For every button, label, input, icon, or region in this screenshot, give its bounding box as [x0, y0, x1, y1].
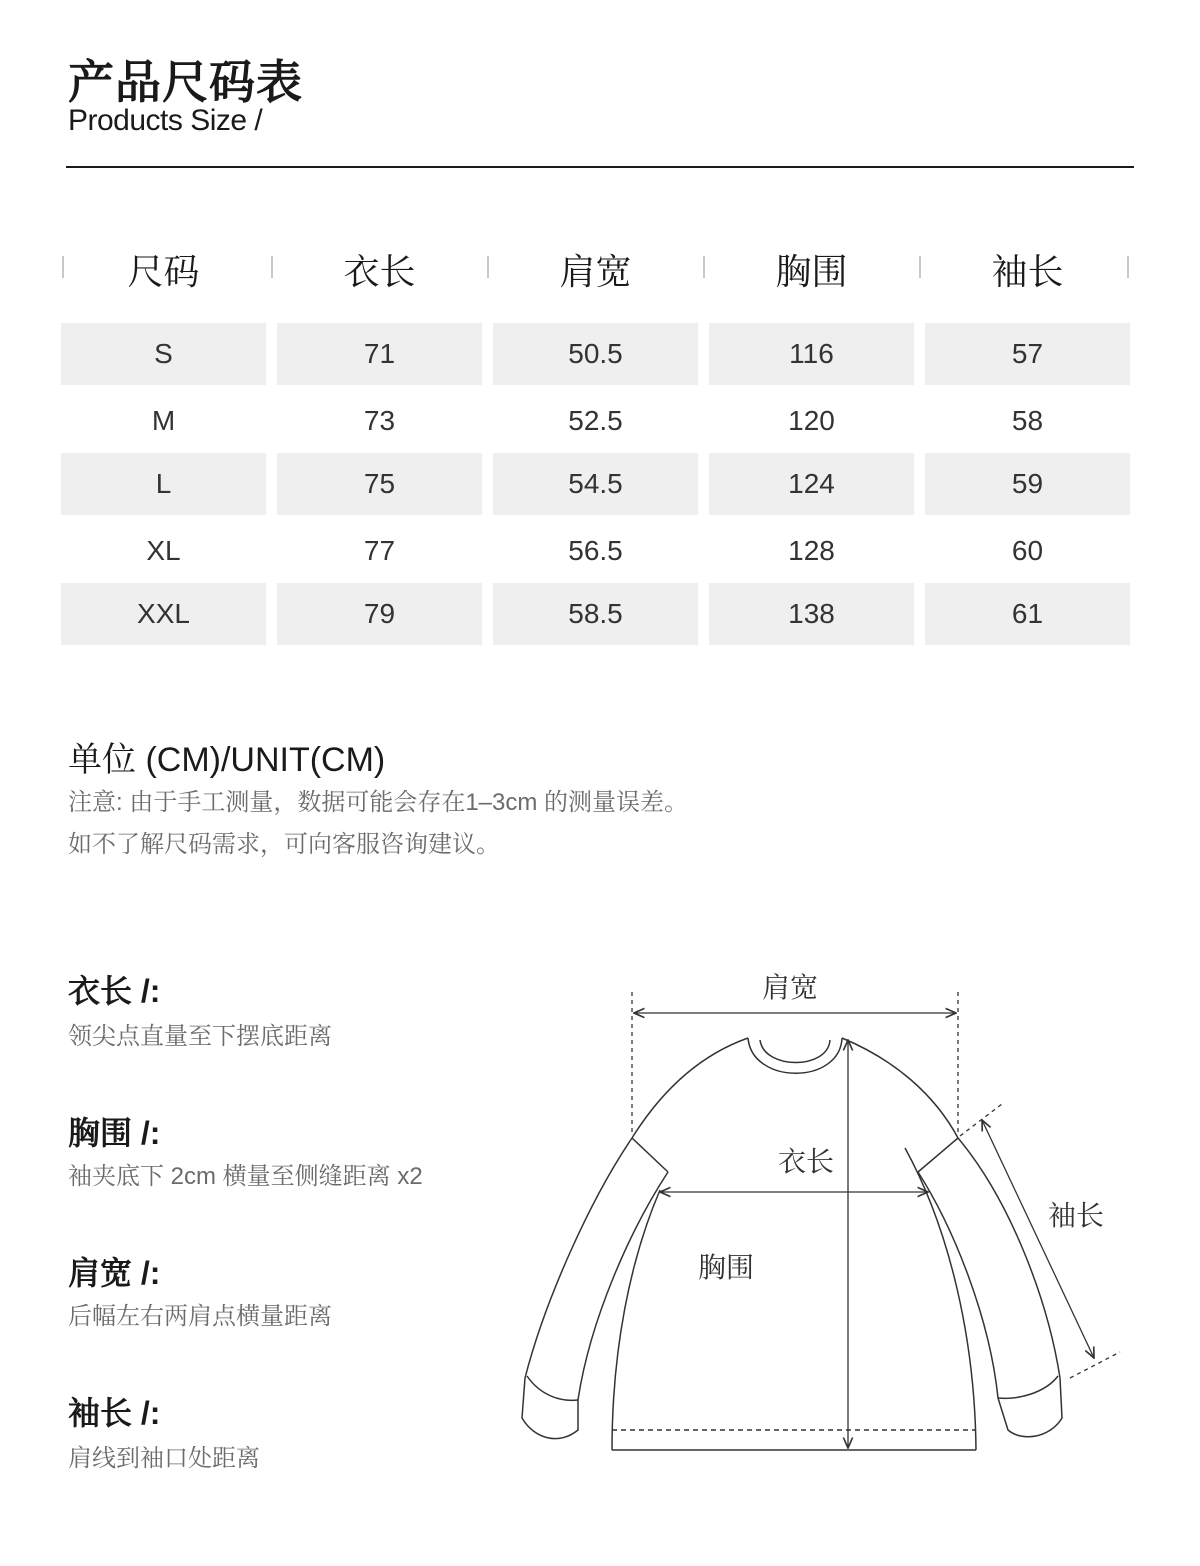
column-header-length: 衣长	[343, 251, 416, 292]
diagram-label-sleeve: 袖长	[1048, 1200, 1105, 1231]
measure-desc-sleeve: 肩线到袖口处距离	[68, 1445, 260, 1472]
header-separator	[703, 256, 705, 278]
table-cell: 56.5	[568, 535, 623, 566]
column-header-shoulder: 肩宽	[559, 251, 632, 292]
table-cell: 128	[788, 535, 835, 566]
table-cell: 58	[1011, 405, 1044, 436]
table-cell: 57	[925, 323, 1130, 385]
measurement-note: 注意: 由于手工测量，数据可能会存在1–3cm 的测量误差。	[68, 789, 689, 816]
table-cell: M	[151, 405, 176, 436]
column-header-sleeve: 袖长	[991, 251, 1064, 292]
table-cell: 60	[1011, 535, 1044, 566]
column-header-size: 尺码	[127, 251, 200, 292]
table-cell: 52.5	[568, 405, 623, 436]
measure-title-sleeve: 袖长 /:	[68, 1395, 161, 1431]
table-cell: 75	[277, 453, 482, 515]
page-subtitle: Products Size /	[68, 104, 263, 137]
header-separator	[271, 256, 273, 278]
measure-desc-length: 领尖点直量至下摆底距离	[68, 1023, 332, 1050]
header-divider	[66, 166, 1134, 168]
measure-title-shoulder: 肩宽 /:	[68, 1255, 161, 1291]
diagram-label-shoulder: 肩宽	[762, 972, 819, 1003]
table-cell: 59	[925, 453, 1130, 515]
advice-note: 如不了解尺码需求，可向客服咨询建议。	[68, 831, 500, 858]
measure-title-length: 衣长 /:	[68, 973, 161, 1009]
table-cell: S	[61, 323, 266, 385]
measure-desc-chest: 袖夹底下 2cm 横量至侧缝距离 x2	[68, 1163, 423, 1190]
table-cell: 73	[363, 405, 396, 436]
diagram-label-chest: 胸围	[698, 1252, 755, 1283]
unit-label: 单位 (CM)/UNIT(CM)	[68, 741, 386, 779]
header-separator	[487, 256, 489, 278]
table-cell: 79	[277, 583, 482, 645]
table-cell: 58.5	[493, 583, 698, 645]
column-header-chest: 胸围	[775, 251, 848, 292]
measure-title-chest: 胸围 /:	[68, 1115, 161, 1151]
table-cell: 138	[709, 583, 914, 645]
header-separator	[919, 256, 921, 278]
table-cell: 71	[277, 323, 482, 385]
table-cell: 116	[709, 323, 914, 385]
table-cell: 50.5	[493, 323, 698, 385]
table-cell: 54.5	[493, 453, 698, 515]
table-cell: 124	[709, 453, 914, 515]
table-cell: 77	[363, 535, 396, 566]
table-cell: L	[61, 453, 266, 515]
table-cell: XL	[146, 535, 181, 566]
table-cell: XXL	[61, 583, 266, 645]
page-title: 产品尺码表	[68, 56, 303, 108]
table-cell: 61	[925, 583, 1130, 645]
measure-desc-shoulder: 后幅左右两肩点横量距离	[68, 1303, 332, 1330]
table-cell: 120	[788, 405, 835, 436]
diagram-label-length: 衣长	[778, 1146, 835, 1177]
